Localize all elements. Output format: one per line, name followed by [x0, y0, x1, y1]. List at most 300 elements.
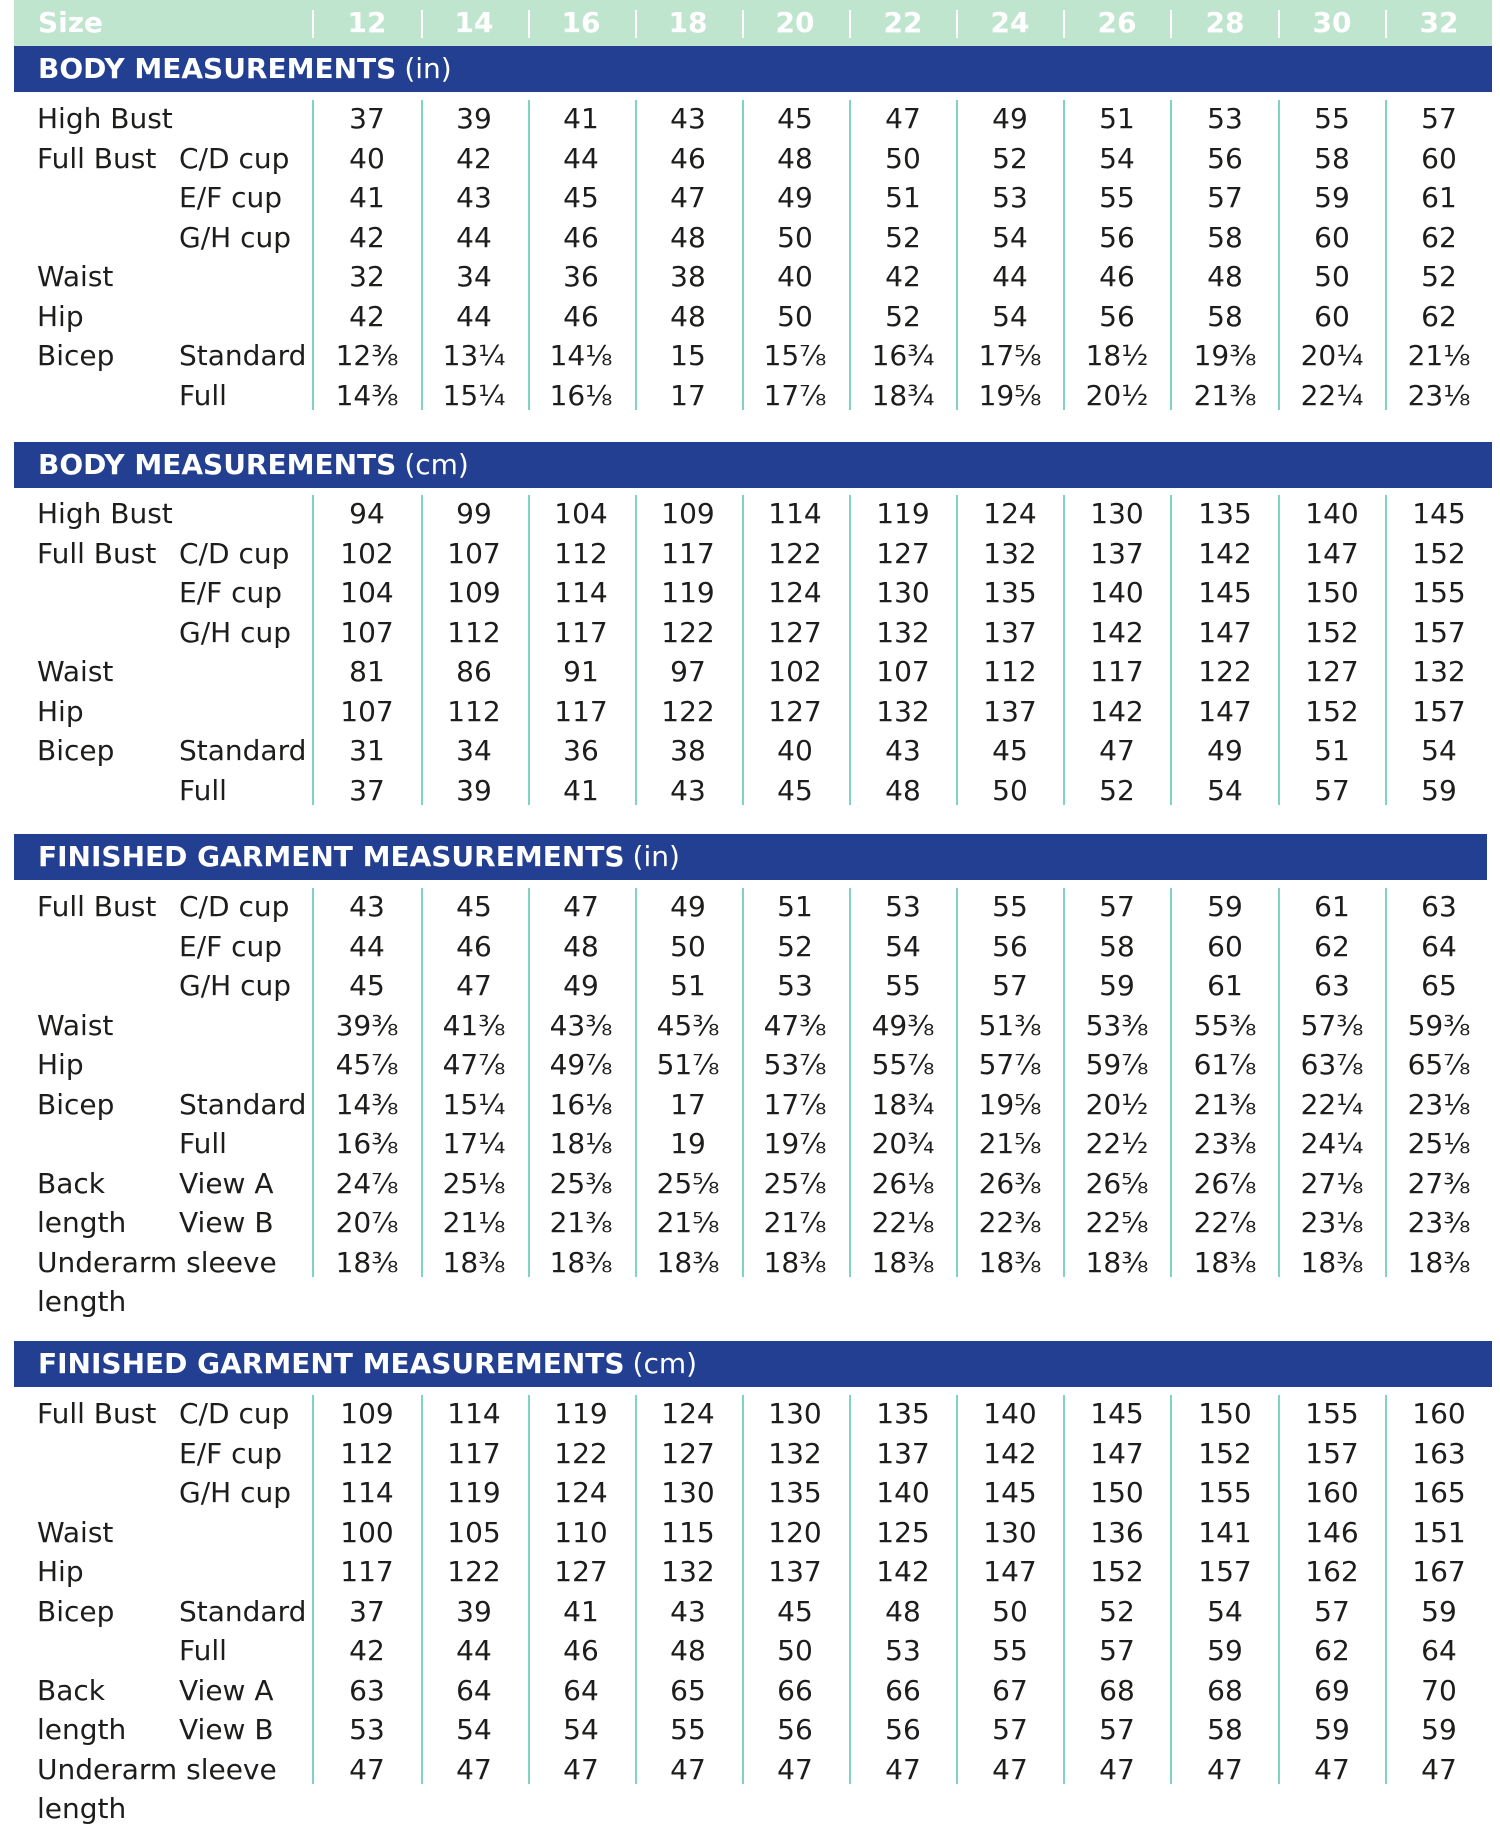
table-cell: 53⅜ — [1085, 1008, 1149, 1042]
table-cell: 46 — [670, 141, 706, 175]
table-cell: 163 — [1412, 1436, 1466, 1470]
table-cell: 53 — [349, 1713, 385, 1746]
table-cell: 54 — [563, 1713, 599, 1746]
column-divider — [312, 888, 314, 1277]
column-divider — [1278, 888, 1280, 1277]
section-title-text: BODY MEASUREMENTS — [38, 52, 397, 85]
table-cell: 117 — [447, 1436, 501, 1470]
table-cell: 160 — [1412, 1397, 1466, 1430]
section-title-text: FINISHED GARMENT MEASUREMENTS — [38, 840, 625, 873]
table-cell: 110 — [554, 1515, 608, 1549]
table-cell: 167 — [1412, 1555, 1466, 1588]
table-cell: 62 — [1314, 1634, 1350, 1667]
section-header — [14, 46, 1492, 92]
table-cell: 112 — [983, 655, 1037, 688]
table-cell: 41 — [563, 102, 599, 135]
table-cell: 58 — [1099, 929, 1135, 963]
table-cell: 127 — [768, 694, 822, 728]
table-cell: 57 — [1099, 890, 1135, 923]
table-cell: 130 — [768, 1397, 822, 1430]
row-sublabel: Full — [179, 773, 227, 807]
table-cell: 48 — [777, 141, 813, 175]
table-cell: 34 — [456, 260, 492, 293]
table-cell: 18¾ — [871, 378, 935, 412]
table-cell: 150 — [1198, 1397, 1252, 1430]
column-divider — [421, 495, 423, 805]
table-cell: 21⅜ — [549, 1206, 613, 1239]
size-header-divider — [635, 10, 637, 38]
table-cell: 86 — [456, 655, 492, 688]
column-divider — [1385, 888, 1387, 1277]
section-unit: (in) — [632, 840, 680, 873]
column-divider — [1278, 1395, 1280, 1784]
table-cell: 60 — [1314, 299, 1350, 333]
table-cell: 124 — [983, 497, 1037, 530]
table-cell: 39 — [456, 102, 492, 135]
table-cell: 31 — [349, 734, 385, 767]
table-cell: 51 — [1314, 734, 1350, 767]
table-cell: 137 — [983, 694, 1037, 728]
table-cell: 43 — [456, 181, 492, 214]
size-header-30: 30 — [1312, 6, 1352, 39]
table-cell: 47 — [1099, 734, 1135, 767]
size-header-divider — [1170, 10, 1172, 38]
table-cell: 64 — [456, 1673, 492, 1707]
table-cell: 152 — [1198, 1436, 1252, 1470]
table-cell: 64 — [1421, 1634, 1457, 1667]
row-sublabel: View A — [179, 1166, 274, 1200]
table-cell: 20½ — [1085, 1087, 1149, 1121]
section-title — [38, 840, 680, 873]
table-cell: 53 — [1207, 102, 1243, 135]
table-cell: 59 — [1421, 1713, 1457, 1746]
table-cell: 48 — [563, 929, 599, 963]
table-cell: 57 — [1207, 181, 1243, 214]
table-cell: 157 — [1412, 615, 1466, 649]
column-divider — [956, 495, 958, 805]
table-cell: 47 — [1421, 1752, 1457, 1786]
table-cell: 19⅝ — [978, 378, 1042, 412]
table-cell: 150 — [1305, 576, 1359, 609]
table-cell: 45 — [777, 773, 813, 807]
column-divider — [421, 100, 423, 410]
table-cell: 132 — [983, 536, 1037, 570]
table-cell: 17⅞ — [763, 1087, 827, 1121]
table-cell: 18⅛ — [549, 1127, 613, 1160]
column-divider — [1170, 888, 1172, 1277]
table-cell: 43 — [885, 734, 921, 767]
table-cell: 112 — [554, 536, 608, 570]
table-cell: 51⅞ — [656, 1048, 720, 1081]
table-cell: 58 — [1207, 299, 1243, 333]
table-cell: 24⅞ — [335, 1166, 399, 1200]
table-cell: 42 — [349, 220, 385, 254]
table-cell: 109 — [340, 1397, 394, 1430]
table-cell: 45⅞ — [335, 1048, 399, 1081]
table-cell: 137 — [876, 1436, 930, 1470]
table-cell: 99 — [456, 497, 492, 530]
table-cell: 145 — [1198, 576, 1252, 609]
table-cell: 119 — [661, 576, 715, 609]
column-divider — [528, 1395, 530, 1784]
row-sublabel: C/D cup — [179, 536, 290, 570]
table-cell: 19⅞ — [763, 1127, 827, 1160]
size-header-divider — [1278, 10, 1280, 38]
table-cell: 48 — [1207, 260, 1243, 293]
table-cell: 47 — [456, 1752, 492, 1786]
table-cell: 52 — [1099, 1594, 1135, 1628]
table-cell: 45 — [456, 890, 492, 923]
table-cell: 49 — [670, 890, 706, 923]
table-cell: 21⅛ — [442, 1206, 506, 1239]
column-divider — [849, 888, 851, 1277]
table-cell: 25⅝ — [656, 1166, 720, 1200]
table-cell: 117 — [554, 694, 608, 728]
table-cell: 54 — [885, 929, 921, 963]
table-cell: 49 — [992, 102, 1028, 135]
column-divider — [1385, 1395, 1387, 1784]
table-cell: 45⅜ — [656, 1008, 720, 1042]
table-cell: 146 — [1305, 1515, 1359, 1549]
table-cell: 152 — [1305, 694, 1359, 728]
table-cell: 59⅞ — [1085, 1048, 1149, 1081]
row-label: High Bust — [37, 102, 173, 135]
table-cell: 47 — [1099, 1752, 1135, 1786]
table-cell: 66 — [885, 1673, 921, 1707]
table-cell: 132 — [1412, 655, 1466, 688]
table-cell: 48 — [670, 220, 706, 254]
table-cell: 48 — [885, 1594, 921, 1628]
section-unit: (in) — [404, 52, 452, 85]
table-cell: 40 — [777, 734, 813, 767]
table-cell: 43 — [670, 1594, 706, 1628]
table-cell: 124 — [554, 1476, 608, 1509]
table-cell: 50 — [777, 220, 813, 254]
row-label: Bicep — [37, 1594, 115, 1628]
table-cell: 27⅜ — [1407, 1166, 1471, 1200]
table-cell: 46 — [1099, 260, 1135, 293]
table-cell: 53⅞ — [763, 1048, 827, 1081]
size-header-label: Size — [38, 6, 104, 39]
table-cell: 46 — [563, 1634, 599, 1667]
table-cell: 25⅜ — [549, 1166, 613, 1200]
table-cell: 55 — [992, 1634, 1028, 1667]
table-cell: 132 — [876, 694, 930, 728]
table-cell: 22⅛ — [871, 1206, 935, 1239]
row-sublabel: Full — [179, 1127, 227, 1160]
column-divider — [635, 888, 637, 1277]
table-cell: 45 — [563, 181, 599, 214]
row-sublabel: G/H cup — [179, 615, 291, 649]
table-cell: 127 — [876, 536, 930, 570]
table-cell: 23⅜ — [1407, 1206, 1471, 1239]
table-cell: 19⅝ — [978, 1087, 1042, 1121]
table-cell: 16⅛ — [549, 378, 613, 412]
table-cell: 119 — [876, 497, 930, 530]
table-cell: 53 — [885, 1634, 921, 1667]
row-sublabel: View B — [179, 1713, 274, 1746]
column-divider — [1278, 100, 1280, 410]
table-cell: 37 — [349, 102, 385, 135]
table-cell: 38 — [670, 260, 706, 293]
size-header-divider — [421, 10, 423, 38]
table-cell: 26⅛ — [871, 1166, 935, 1200]
table-cell: 155 — [1305, 1397, 1359, 1430]
table-cell: 105 — [447, 1515, 501, 1549]
table-cell: 107 — [447, 536, 501, 570]
section-unit: (cm) — [404, 448, 469, 481]
column-divider — [312, 1395, 314, 1784]
row-label: length — [37, 1713, 127, 1746]
table-cell: 54 — [1421, 734, 1457, 767]
table-cell: 51 — [777, 890, 813, 923]
row-sublabel: Standard — [179, 339, 307, 372]
row-sublabel: G/H cup — [179, 969, 291, 1002]
table-cell: 44 — [456, 220, 492, 254]
column-divider — [312, 495, 314, 805]
table-cell: 57⅜ — [1300, 1008, 1364, 1042]
table-cell: 17⅝ — [978, 339, 1042, 372]
table-cell: 47 — [563, 890, 599, 923]
table-cell: 112 — [447, 615, 501, 649]
table-cell: 155 — [1412, 576, 1466, 609]
table-cell: 57 — [1099, 1634, 1135, 1667]
table-cell: 17¼ — [442, 1127, 506, 1160]
row-sublabel: E/F cup — [179, 181, 283, 214]
size-header-bar — [14, 0, 1492, 48]
size-header-divider — [956, 10, 958, 38]
table-cell: 55 — [885, 969, 921, 1002]
row-sublabel: View A — [179, 1673, 274, 1707]
table-cell: 18⅜ — [978, 1245, 1042, 1279]
table-cell: 62 — [1421, 220, 1457, 254]
row-label: Waist — [37, 1008, 114, 1042]
table-cell: 112 — [340, 1436, 394, 1470]
row-label: Hip — [37, 694, 84, 728]
table-cell: 42 — [349, 299, 385, 333]
table-cell: 55 — [1099, 181, 1135, 214]
table-cell: 19⅜ — [1193, 339, 1257, 372]
table-cell: 21⅜ — [1193, 1087, 1257, 1121]
table-cell: 130 — [876, 576, 930, 609]
size-header-22: 22 — [883, 6, 923, 39]
table-cell: 57 — [992, 1713, 1028, 1746]
table-cell: 25⅞ — [763, 1166, 827, 1200]
table-cell: 50 — [777, 1634, 813, 1667]
table-cell: 54 — [1207, 1594, 1243, 1628]
table-cell: 142 — [1198, 536, 1252, 570]
table-cell: 102 — [768, 655, 822, 688]
table-cell: 23⅛ — [1407, 378, 1471, 412]
table-cell: 57 — [992, 969, 1028, 1002]
table-cell: 109 — [447, 576, 501, 609]
table-cell: 63 — [1314, 969, 1350, 1002]
size-header-26: 26 — [1097, 6, 1137, 39]
table-cell: 55 — [1314, 102, 1350, 135]
table-cell: 61⅞ — [1193, 1048, 1257, 1081]
row-sublabel: View B — [179, 1206, 274, 1239]
table-cell: 140 — [876, 1476, 930, 1509]
table-cell: 59⅜ — [1407, 1008, 1471, 1042]
table-cell: 26⅞ — [1193, 1166, 1257, 1200]
table-cell: 114 — [447, 1397, 501, 1430]
table-cell: 53 — [992, 181, 1028, 214]
table-cell: 59 — [1421, 1594, 1457, 1628]
table-cell: 16⅜ — [335, 1127, 399, 1160]
table-cell: 45 — [777, 102, 813, 135]
column-divider — [849, 100, 851, 410]
table-cell: 36 — [563, 734, 599, 767]
table-cell: 49 — [563, 969, 599, 1002]
table-cell: 22⅜ — [978, 1206, 1042, 1239]
table-cell: 48 — [670, 299, 706, 333]
table-cell: 18¾ — [871, 1087, 935, 1121]
table-cell: 42 — [885, 260, 921, 293]
row-label: Underarm sleeve — [37, 1752, 277, 1786]
table-cell: 21⅛ — [1407, 339, 1471, 372]
table-cell: 115 — [661, 1515, 715, 1549]
section-title — [38, 448, 469, 481]
table-cell: 12⅜ — [335, 339, 399, 372]
table-cell: 140 — [1090, 576, 1144, 609]
column-divider — [1170, 495, 1172, 805]
table-cell: 17⅞ — [763, 378, 827, 412]
column-divider — [312, 100, 314, 410]
table-cell: 27⅛ — [1300, 1166, 1364, 1200]
row-label: Waist — [37, 1515, 114, 1549]
table-cell: 57 — [1314, 773, 1350, 807]
table-cell: 53 — [885, 890, 921, 923]
table-cell: 22½ — [1085, 1127, 1149, 1160]
table-cell: 20½ — [1085, 378, 1149, 412]
table-cell: 122 — [554, 1436, 608, 1470]
table-cell: 18½ — [1085, 339, 1149, 372]
table-cell: 42 — [349, 1634, 385, 1667]
table-cell: 66 — [777, 1673, 813, 1707]
table-cell: 51 — [885, 181, 921, 214]
table-cell: 160 — [1305, 1476, 1359, 1509]
table-cell: 50 — [1314, 260, 1350, 293]
table-cell: 147 — [983, 1555, 1037, 1588]
table-cell: 38 — [670, 734, 706, 767]
table-cell: 21⅝ — [978, 1127, 1042, 1160]
row-sublabel: Full — [179, 378, 227, 412]
table-cell: 55 — [670, 1713, 706, 1746]
table-cell: 132 — [876, 615, 930, 649]
row-sublabel: E/F cup — [179, 576, 283, 609]
table-cell: 127 — [768, 615, 822, 649]
table-cell: 54 — [992, 220, 1028, 254]
row-label: Full Bust — [37, 1397, 157, 1430]
row-label: Back — [37, 1166, 105, 1200]
table-cell: 165 — [1412, 1476, 1466, 1509]
table-cell: 18⅜ — [871, 1245, 935, 1279]
section-title — [38, 52, 452, 85]
table-cell: 43⅜ — [549, 1008, 613, 1042]
table-cell: 52 — [885, 299, 921, 333]
row-sublabel: Standard — [179, 734, 307, 767]
table-cell: 44 — [456, 299, 492, 333]
row-label: length — [37, 1792, 127, 1825]
table-cell: 16⅛ — [549, 1087, 613, 1121]
table-cell: 25⅛ — [442, 1166, 506, 1200]
table-cell: 147 — [1305, 536, 1359, 570]
table-cell: 52 — [1421, 260, 1457, 293]
table-cell: 104 — [340, 576, 394, 609]
table-cell: 52 — [885, 220, 921, 254]
table-cell: 157 — [1412, 694, 1466, 728]
table-cell: 45 — [992, 734, 1028, 767]
table-cell: 142 — [876, 1555, 930, 1588]
section-title-text: BODY MEASUREMENTS — [38, 448, 397, 481]
table-cell: 122 — [1198, 655, 1252, 688]
table-cell: 112 — [447, 694, 501, 728]
table-cell: 18⅜ — [442, 1245, 506, 1279]
table-cell: 47⅜ — [763, 1008, 827, 1042]
table-cell: 63⅞ — [1300, 1048, 1364, 1081]
column-divider — [1063, 1395, 1065, 1784]
table-cell: 130 — [1090, 497, 1144, 530]
table-cell: 18⅜ — [1407, 1245, 1471, 1279]
column-divider — [1063, 495, 1065, 805]
table-cell: 26⅝ — [1085, 1166, 1149, 1200]
column-divider — [421, 1395, 423, 1784]
table-cell: 23⅜ — [1193, 1127, 1257, 1160]
table-cell: 122 — [768, 536, 822, 570]
size-header-20: 20 — [775, 6, 815, 39]
table-cell: 44 — [992, 260, 1028, 293]
table-cell: 59 — [1099, 969, 1135, 1002]
table-cell: 15¼ — [442, 378, 506, 412]
table-cell: 140 — [983, 1397, 1037, 1430]
table-cell: 14⅛ — [549, 339, 613, 372]
column-divider — [635, 495, 637, 805]
table-cell: 50 — [885, 141, 921, 175]
table-cell: 52 — [992, 141, 1028, 175]
table-cell: 49 — [1207, 734, 1243, 767]
table-cell: 94 — [349, 497, 385, 530]
table-cell: 122 — [661, 615, 715, 649]
table-cell: 65 — [1421, 969, 1457, 1002]
table-cell: 51 — [1099, 102, 1135, 135]
table-cell: 34 — [456, 734, 492, 767]
row-label: Full Bust — [37, 890, 157, 923]
size-header-24: 24 — [990, 6, 1030, 39]
row-label: Full Bust — [37, 141, 157, 175]
size-header-divider — [1063, 10, 1065, 38]
table-cell: 22⅝ — [1085, 1206, 1149, 1239]
column-divider — [956, 888, 958, 1277]
table-cell: 61 — [1314, 890, 1350, 923]
section-title-text: FINISHED GARMENT MEASUREMENTS — [38, 1347, 625, 1380]
table-cell: 61 — [1421, 181, 1457, 214]
size-header-32: 32 — [1419, 6, 1459, 39]
column-divider — [1170, 100, 1172, 410]
table-cell: 15¼ — [442, 1087, 506, 1121]
table-cell: 18⅜ — [549, 1245, 613, 1279]
table-cell: 41 — [563, 773, 599, 807]
table-cell: 24¼ — [1300, 1127, 1364, 1160]
table-cell: 14⅜ — [335, 378, 399, 412]
table-cell: 47 — [1314, 1752, 1350, 1786]
table-cell: 39⅜ — [335, 1008, 399, 1042]
column-divider — [635, 100, 637, 410]
table-cell: 50 — [777, 299, 813, 333]
table-cell: 59 — [1207, 1634, 1243, 1667]
row-sublabel: G/H cup — [179, 1476, 291, 1509]
table-cell: 41⅜ — [442, 1008, 506, 1042]
table-cell: 49⅜ — [871, 1008, 935, 1042]
